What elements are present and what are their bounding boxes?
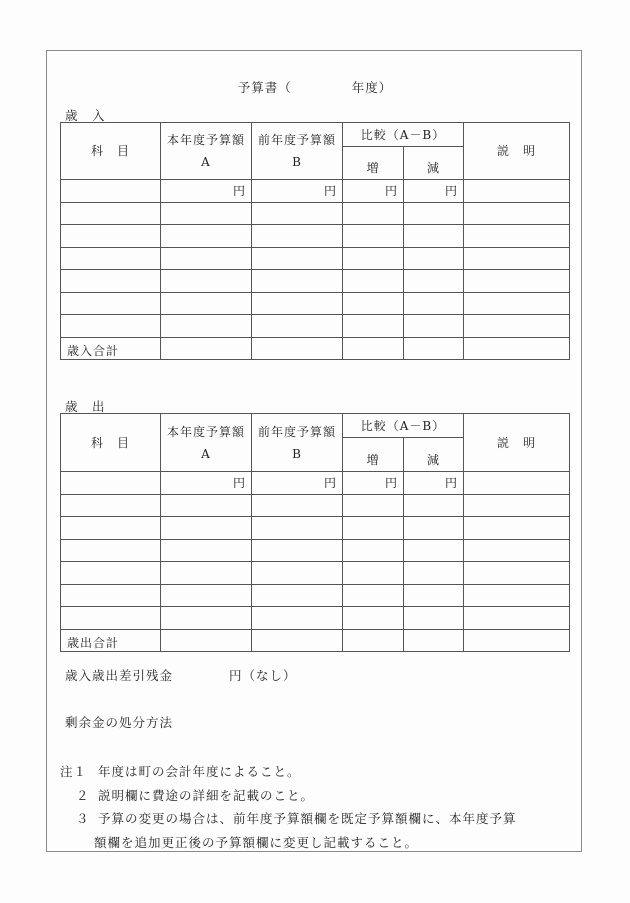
expenditure-section-label: 歳 出	[65, 399, 106, 414]
header-comparison: 比較（A－B）	[343, 414, 464, 438]
header-increase: 増	[343, 438, 404, 472]
cell[interactable]	[252, 337, 343, 360]
revenue-table	[60, 122, 570, 360]
cell[interactable]	[61, 607, 161, 630]
cell-decrease[interactable]: 円	[404, 180, 464, 203]
total-row	[61, 629, 570, 652]
cell[interactable]	[343, 337, 404, 360]
cell[interactable]	[252, 517, 343, 540]
cell[interactable]	[343, 292, 404, 315]
cell[interactable]	[161, 494, 252, 517]
cell[interactable]	[61, 202, 161, 225]
expenditure-total-label: 歳出合計	[61, 629, 161, 652]
cell[interactable]	[464, 562, 570, 585]
cell-increase[interactable]: 円	[343, 472, 404, 495]
cell[interactable]	[464, 315, 570, 338]
cell[interactable]	[404, 494, 464, 517]
cell[interactable]	[252, 539, 343, 562]
cell[interactable]	[61, 562, 161, 585]
header-current: 本年度予算額 A	[161, 123, 252, 180]
note-2: ２ 説明欄に費途の詳細を記載のこと。	[76, 787, 315, 803]
cell[interactable]	[161, 539, 252, 562]
cell[interactable]	[464, 225, 570, 248]
header-current: 本年度予算額 A	[161, 414, 252, 472]
cell-increase[interactable]: 円	[343, 180, 404, 203]
cell[interactable]	[404, 225, 464, 248]
header-description: 説 明	[464, 414, 570, 472]
cell[interactable]	[464, 607, 570, 630]
cell[interactable]	[343, 225, 404, 248]
cell[interactable]	[252, 202, 343, 225]
table-row	[61, 270, 570, 293]
cell[interactable]	[252, 494, 343, 517]
cell[interactable]	[404, 629, 464, 652]
cell[interactable]	[61, 539, 161, 562]
cell-current[interactable]: 円	[161, 180, 252, 203]
table-row	[61, 517, 570, 540]
unit-row	[61, 180, 570, 203]
cell[interactable]	[161, 517, 252, 540]
cell[interactable]	[464, 584, 570, 607]
cell[interactable]	[61, 315, 161, 338]
table-row	[61, 292, 570, 315]
title-prefix: 予算書（	[237, 80, 292, 95]
cell[interactable]	[404, 562, 464, 585]
cell[interactable]	[343, 562, 404, 585]
cell[interactable]	[252, 315, 343, 338]
cell[interactable]	[343, 247, 404, 270]
cell[interactable]	[161, 292, 252, 315]
cell[interactable]	[404, 292, 464, 315]
page-title	[0, 78, 630, 96]
cell-previous[interactable]: 円	[252, 180, 343, 203]
cell-subject[interactable]	[61, 180, 161, 203]
cell[interactable]	[404, 247, 464, 270]
cell[interactable]	[61, 225, 161, 248]
note-3: ３ 予算の変更の場合は、前年度予算額欄を既定予算額欄に、本年度予算	[76, 811, 517, 826]
note-1: 注１ 年度は町の会計年度によること。	[60, 764, 301, 779]
cell[interactable]	[343, 607, 404, 630]
cell[interactable]	[252, 562, 343, 585]
cell[interactable]	[61, 292, 161, 315]
cell[interactable]	[161, 202, 252, 225]
header-description: 説 明	[464, 123, 570, 180]
expenditure-table	[60, 413, 570, 652]
balance-line	[65, 666, 297, 684]
balance-label: 歳入歳出差引残金	[65, 668, 174, 683]
table-row	[61, 315, 570, 338]
table-row	[61, 607, 570, 630]
cell[interactable]	[343, 517, 404, 540]
cell[interactable]	[343, 315, 404, 338]
cell-previous[interactable]: 円	[252, 472, 343, 495]
cell[interactable]	[161, 315, 252, 338]
title-suffix: 年度）	[351, 80, 393, 95]
cell[interactable]	[464, 247, 570, 270]
cell[interactable]	[252, 225, 343, 248]
cell[interactable]	[161, 270, 252, 293]
table-row	[61, 225, 570, 248]
cell-subject[interactable]	[61, 472, 161, 495]
cell[interactable]	[161, 562, 252, 585]
cell[interactable]	[161, 247, 252, 270]
header-subject: 科 目	[61, 123, 161, 180]
header-comparison: 比較（A－B）	[343, 123, 464, 147]
table-row	[61, 494, 570, 517]
cell[interactable]	[61, 494, 161, 517]
cell[interactable]	[252, 584, 343, 607]
notes	[60, 760, 517, 854]
header-previous: 前年度予算額 B	[252, 414, 343, 472]
cell[interactable]	[404, 607, 464, 630]
surplus-label: 剰余金の処分方法	[65, 715, 174, 730]
revenue-total-label: 歳入合計	[61, 337, 161, 360]
cell[interactable]	[252, 270, 343, 293]
header-decrease: 減	[404, 147, 464, 180]
revenue-section-label: 歳 入	[65, 108, 106, 123]
cell[interactable]	[343, 629, 404, 652]
balance-value: 円（なし）	[229, 668, 297, 683]
cell[interactable]	[61, 247, 161, 270]
cell[interactable]	[161, 225, 252, 248]
table-row	[61, 539, 570, 562]
cell[interactable]	[404, 539, 464, 562]
cell[interactable]	[161, 607, 252, 630]
cell-description[interactable]	[464, 472, 570, 495]
cell[interactable]	[61, 584, 161, 607]
cell[interactable]	[464, 629, 570, 652]
cell[interactable]	[464, 539, 570, 562]
cell[interactable]	[464, 292, 570, 315]
table-row	[61, 584, 570, 607]
table-row	[61, 202, 570, 225]
header-decrease: 減	[404, 438, 464, 472]
header-subject: 科 目	[61, 414, 161, 472]
cell[interactable]	[464, 337, 570, 360]
cell[interactable]	[404, 517, 464, 540]
unit-row	[61, 472, 570, 495]
cell[interactable]	[161, 584, 252, 607]
table-row	[61, 247, 570, 270]
cell[interactable]	[252, 607, 343, 630]
cell[interactable]	[161, 337, 252, 360]
cell-description[interactable]	[464, 180, 570, 203]
cell[interactable]	[343, 494, 404, 517]
cell[interactable]	[404, 270, 464, 293]
cell[interactable]	[252, 629, 343, 652]
header-previous: 前年度予算額 B	[252, 123, 343, 180]
cell[interactable]	[61, 517, 161, 540]
cell-current[interactable]: 円	[161, 472, 252, 495]
cell[interactable]	[404, 337, 464, 360]
cell[interactable]	[61, 270, 161, 293]
cell[interactable]	[464, 517, 570, 540]
total-row	[61, 337, 570, 360]
cell[interactable]	[404, 315, 464, 338]
cell[interactable]	[404, 202, 464, 225]
cell[interactable]	[464, 202, 570, 225]
table-row	[61, 562, 570, 585]
cell[interactable]	[161, 629, 252, 652]
cell[interactable]	[343, 202, 404, 225]
cell[interactable]	[404, 584, 464, 607]
cell[interactable]	[343, 539, 404, 562]
cell[interactable]	[464, 494, 570, 517]
cell[interactable]	[343, 270, 404, 293]
cell[interactable]	[252, 292, 343, 315]
cell[interactable]	[464, 270, 570, 293]
cell[interactable]	[343, 584, 404, 607]
header-increase: 増	[343, 147, 404, 180]
cell[interactable]	[252, 247, 343, 270]
cell-decrease[interactable]: 円	[404, 472, 464, 495]
note-3-cont: 額欄を追加更正後の予算額欄に変更し記載すること。	[94, 834, 419, 850]
